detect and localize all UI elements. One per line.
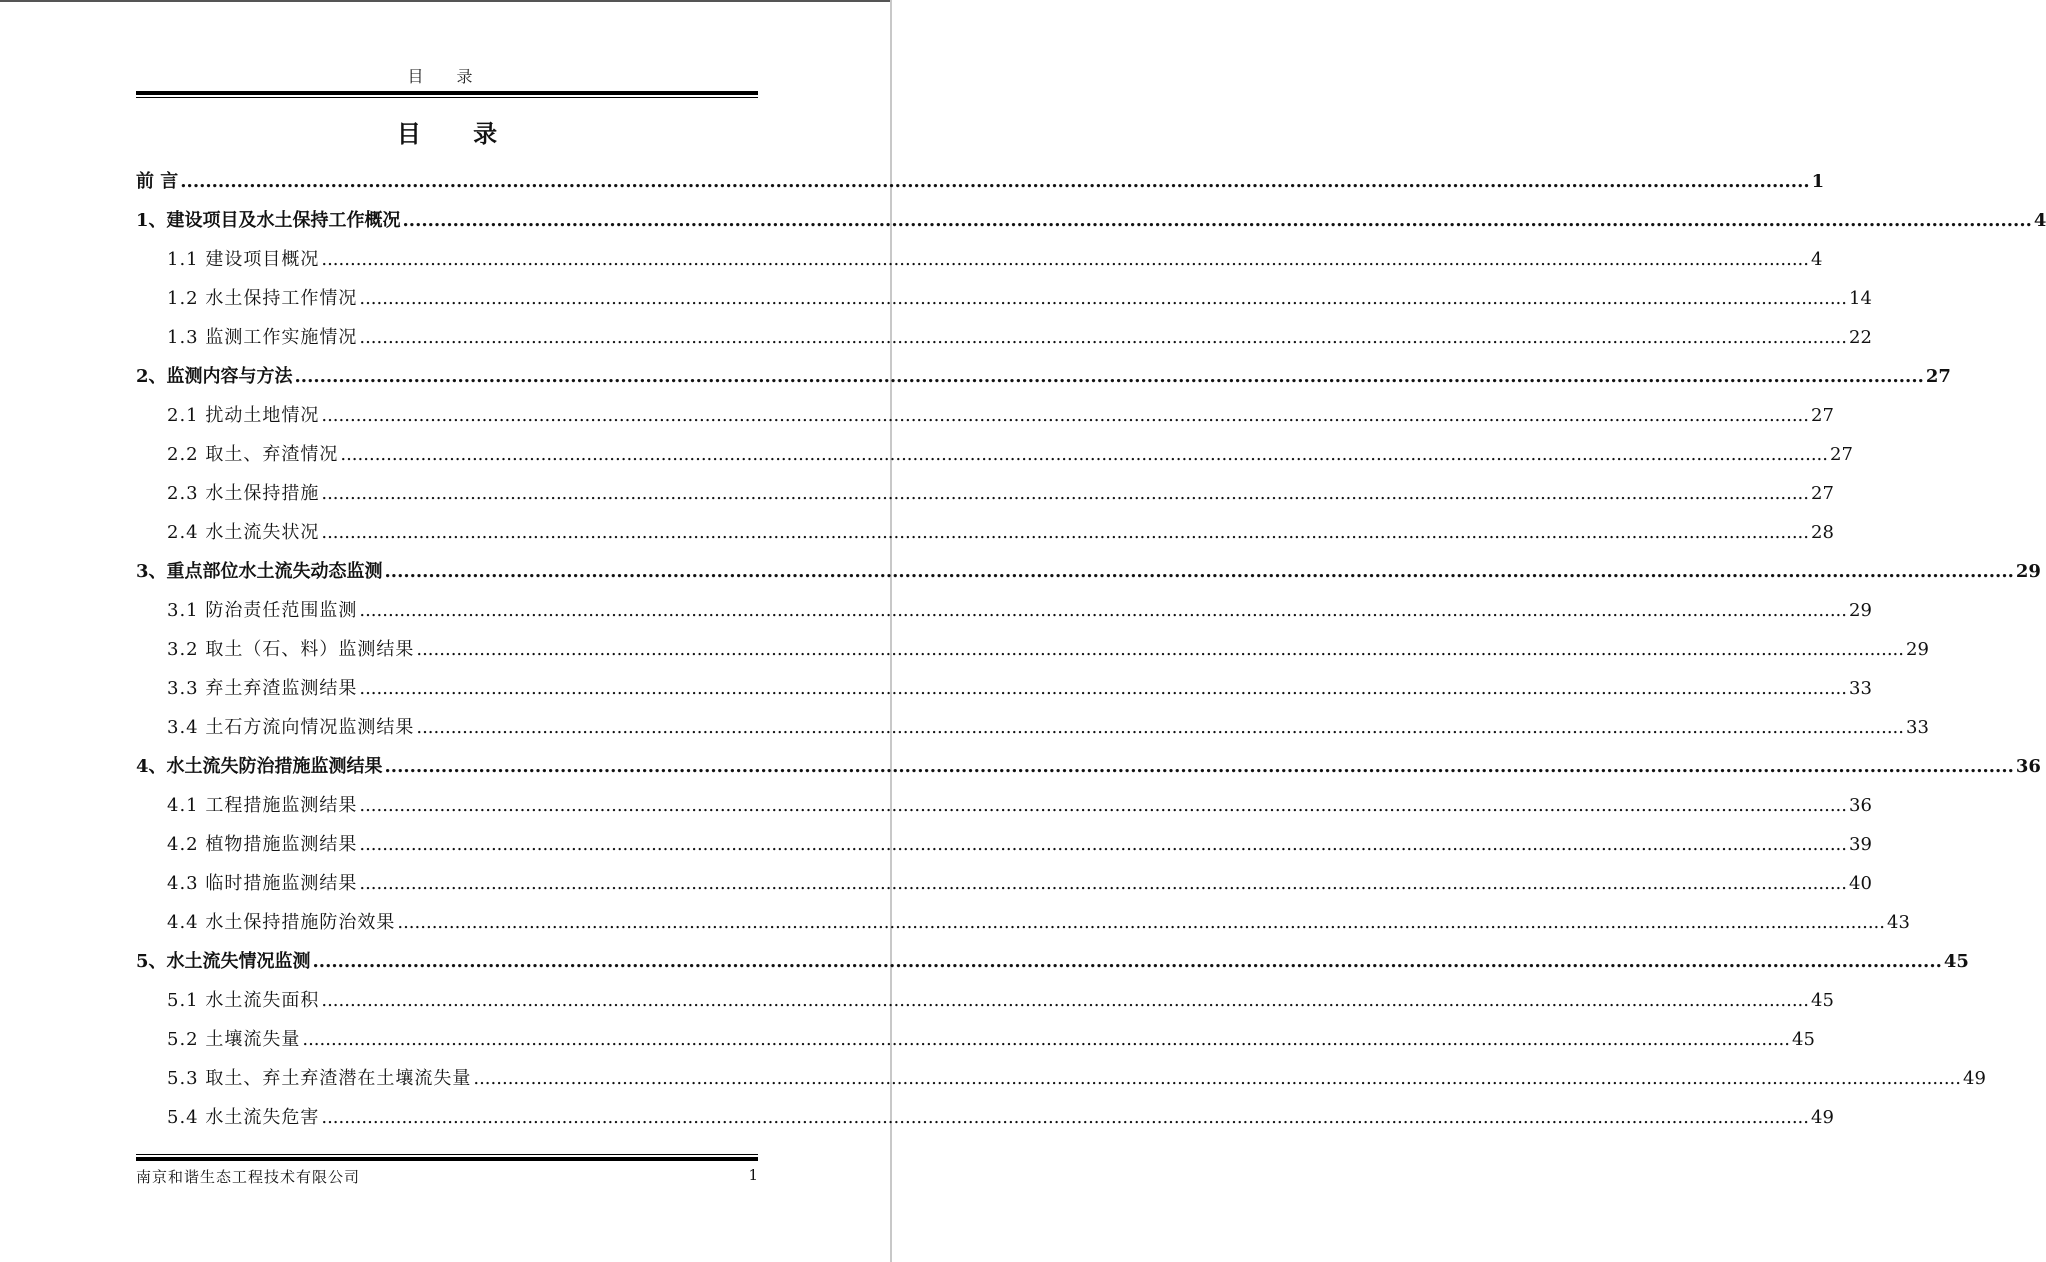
toc-dot-leader: .................................................................................................................................................................................................................................................................... bbox=[180, 171, 1810, 192]
toc-dot-leader: .................................................................................................................................................................................................................................................................... bbox=[359, 678, 1847, 699]
toc-section-entry[interactable] bbox=[136, 279, 1872, 318]
toc-entry-label: 4.3 临时措施监测结果 bbox=[167, 873, 358, 894]
toc-chapter-entry[interactable] bbox=[136, 201, 2046, 240]
toc-dot-leader: .................................................................................................................................................................................................................................................................... bbox=[321, 249, 1809, 270]
toc-section-entry[interactable] bbox=[136, 240, 1823, 279]
footer-rule-thin bbox=[136, 1154, 758, 1155]
toc-section-entry[interactable] bbox=[136, 903, 1910, 942]
toc-entry-page-number: 27 bbox=[1925, 366, 1951, 387]
toc-section-entry[interactable] bbox=[136, 786, 1872, 825]
toc-entry-label: 5.1 水土流失面积 bbox=[167, 990, 320, 1011]
toc-dot-leader: .................................................................................................................................................................................................................................................................... bbox=[473, 1068, 1961, 1089]
toc-dot-leader: .................................................................................................................................................................................................................................................................... bbox=[321, 990, 1809, 1011]
toc-entry-page-number: 27 bbox=[1811, 483, 1834, 504]
toc-dot-leader: .................................................................................................................................................................................................................................................................... bbox=[384, 756, 2014, 777]
toc-dot-leader: .................................................................................................................................................................................................................................................................... bbox=[359, 834, 1847, 855]
toc-entry-page-number: 28 bbox=[1811, 522, 1834, 543]
toc-entry-page-number: 45 bbox=[1943, 951, 1969, 972]
toc-section-entry[interactable] bbox=[136, 825, 1872, 864]
toc-entry-label: 3.3 弃土弃渣监测结果 bbox=[167, 678, 358, 699]
toc-dot-leader: .................................................................................................................................................................................................................................................................... bbox=[321, 1107, 1809, 1128]
toc-entry-page-number: 22 bbox=[1849, 327, 1872, 348]
toc-entry-label: 2、监测内容与方法 bbox=[136, 366, 293, 387]
toc-dot-leader: .................................................................................................................................................................................................................................................................... bbox=[359, 288, 1847, 309]
toc-dot-leader: .................................................................................................................................................................................................................................................................... bbox=[416, 717, 1904, 738]
toc-entry-label: 4.1 工程措施监测结果 bbox=[167, 795, 358, 816]
toc-dot-leader: .................................................................................................................................................................................................................................................................... bbox=[321, 522, 1809, 543]
toc-entry-label: 3.4 土石方流向情况监测结果 bbox=[167, 717, 415, 738]
toc-dot-leader: .................................................................................................................................................................................................................................................................... bbox=[359, 873, 1847, 894]
toc-dot-leader: .................................................................................................................................................................................................................................................................... bbox=[359, 327, 1847, 348]
toc-entry-label: 2.1 扰动土地情况 bbox=[167, 405, 320, 426]
toc-entry-page-number: 14 bbox=[1849, 288, 1872, 309]
toc-entry-label: 1.2 水土保持工作情况 bbox=[167, 288, 358, 309]
toc-entry-page-number: 29 bbox=[1906, 639, 1929, 660]
toc-dot-leader: .................................................................................................................................................................................................................................................................... bbox=[312, 951, 1942, 972]
toc-section-entry[interactable] bbox=[136, 435, 1853, 474]
toc-entry-label: 4.2 植物措施监测结果 bbox=[167, 834, 358, 855]
footer-company: 南京和谐生态工程技术有限公司 bbox=[136, 1168, 361, 1186]
toc-section-entry[interactable] bbox=[136, 591, 1872, 630]
toc-entry-label: 1.3 监测工作实施情况 bbox=[167, 327, 358, 348]
toc-chapter-entry[interactable] bbox=[136, 747, 2041, 786]
toc-section-entry[interactable] bbox=[136, 474, 1834, 513]
toc-dot-leader: .................................................................................................................................................................................................................................................................... bbox=[340, 444, 1828, 465]
toc-entry-page-number: 33 bbox=[1906, 717, 1929, 738]
toc-entry-page-number: 40 bbox=[1849, 873, 1872, 894]
toc-section-entry[interactable] bbox=[136, 1098, 1834, 1137]
document-title: 目 录 bbox=[396, 119, 520, 148]
toc-dot-leader: .................................................................................................................................................................................................................................................................... bbox=[359, 795, 1847, 816]
header-rule-thick bbox=[136, 91, 758, 95]
toc-entry-page-number: 4 bbox=[2033, 210, 2046, 231]
toc-entry-page-number: 4 bbox=[1811, 249, 1823, 270]
header-rule-thin bbox=[136, 97, 758, 98]
toc-chapter-entry[interactable] bbox=[136, 552, 2041, 591]
toc-entry-page-number: 33 bbox=[1849, 678, 1872, 699]
toc-section-entry[interactable] bbox=[136, 318, 1872, 357]
toc-entry-page-number: 43 bbox=[1887, 912, 1910, 933]
toc-entry-label: 3、重点部位水土流失动态监测 bbox=[136, 561, 383, 582]
toc-section-entry[interactable] bbox=[136, 1020, 1815, 1059]
toc-section-entry[interactable] bbox=[136, 1059, 1986, 1098]
toc-entry-label: 前 言 bbox=[136, 171, 179, 192]
toc-dot-leader: .................................................................................................................................................................................................................................................................... bbox=[321, 405, 1809, 426]
toc-section-entry[interactable] bbox=[136, 708, 1929, 747]
toc-entry-label: 2.2 取土、弃渣情况 bbox=[167, 444, 339, 465]
toc-dot-leader: .................................................................................................................................................................................................................................................................... bbox=[384, 561, 2014, 582]
toc-section-entry[interactable] bbox=[136, 513, 1834, 552]
toc-entry-page-number: 49 bbox=[1963, 1068, 1986, 1089]
toc-entry-label: 3.2 取土（石、料）监测结果 bbox=[167, 639, 415, 660]
table-of-contents bbox=[136, 162, 2046, 1137]
toc-dot-leader: .................................................................................................................................................................................................................................................................... bbox=[397, 912, 1885, 933]
toc-section-entry[interactable] bbox=[136, 669, 1872, 708]
toc-chapter-entry[interactable] bbox=[136, 942, 1969, 981]
toc-entry-page-number: 1 bbox=[1811, 171, 1825, 192]
toc-entry-page-number: 36 bbox=[2015, 756, 2041, 777]
toc-dot-leader: .................................................................................................................................................................................................................................................................... bbox=[416, 639, 1904, 660]
toc-entry-label: 2.3 水土保持措施 bbox=[167, 483, 320, 504]
toc-entry-label: 5.3 取土、弃土弃渣潜在土壤流失量 bbox=[167, 1068, 472, 1089]
footer-page-number: 1 bbox=[748, 1166, 758, 1184]
toc-dot-leader: .................................................................................................................................................................................................................................................................... bbox=[294, 366, 1924, 387]
toc-entry-page-number: 29 bbox=[1849, 600, 1872, 621]
toc-dot-leader: .................................................................................................................................................................................................................................................................... bbox=[402, 210, 2032, 231]
toc-chapter-entry[interactable] bbox=[136, 162, 1825, 201]
toc-entry-label: 5.2 土壤流失量 bbox=[167, 1029, 301, 1050]
toc-section-entry[interactable] bbox=[136, 864, 1872, 903]
toc-entry-page-number: 29 bbox=[2015, 561, 2041, 582]
toc-entry-label: 4.4 水土保持措施防治效果 bbox=[167, 912, 396, 933]
toc-entry-page-number: 49 bbox=[1811, 1107, 1834, 1128]
toc-entry-label: 1、建设项目及水土保持工作概况 bbox=[136, 210, 401, 231]
toc-entry-label: 2.4 水土流失状况 bbox=[167, 522, 320, 543]
toc-entry-label: 4、水土流失防治措施监测结果 bbox=[136, 756, 383, 777]
toc-entry-page-number: 36 bbox=[1849, 795, 1872, 816]
toc-entry-label: 3.1 防治责任范围监测 bbox=[167, 600, 358, 621]
toc-section-entry[interactable] bbox=[136, 981, 1834, 1020]
toc-entry-label: 5、水土流失情况监测 bbox=[136, 951, 311, 972]
toc-dot-leader: .................................................................................................................................................................................................................................................................... bbox=[302, 1029, 1790, 1050]
toc-chapter-entry[interactable] bbox=[136, 357, 1951, 396]
footer-rule-thick bbox=[136, 1157, 758, 1161]
toc-entry-label: 5.4 水土流失危害 bbox=[167, 1107, 320, 1128]
toc-section-entry[interactable] bbox=[136, 396, 1834, 435]
toc-entry-page-number: 39 bbox=[1849, 834, 1872, 855]
toc-section-entry[interactable] bbox=[136, 630, 1929, 669]
toc-entry-page-number: 45 bbox=[1811, 990, 1834, 1011]
toc-entry-page-number: 27 bbox=[1830, 444, 1853, 465]
toc-dot-leader: .................................................................................................................................................................................................................................................................... bbox=[321, 483, 1809, 504]
toc-entry-label: 1.1 建设项目概况 bbox=[167, 249, 320, 270]
page-top-border bbox=[0, 0, 892, 2]
toc-entry-page-number: 27 bbox=[1811, 405, 1834, 426]
toc-dot-leader: .................................................................................................................................................................................................................................................................... bbox=[359, 600, 1847, 621]
toc-entry-page-number: 45 bbox=[1792, 1029, 1815, 1050]
running-header: 目 录 bbox=[407, 67, 487, 86]
